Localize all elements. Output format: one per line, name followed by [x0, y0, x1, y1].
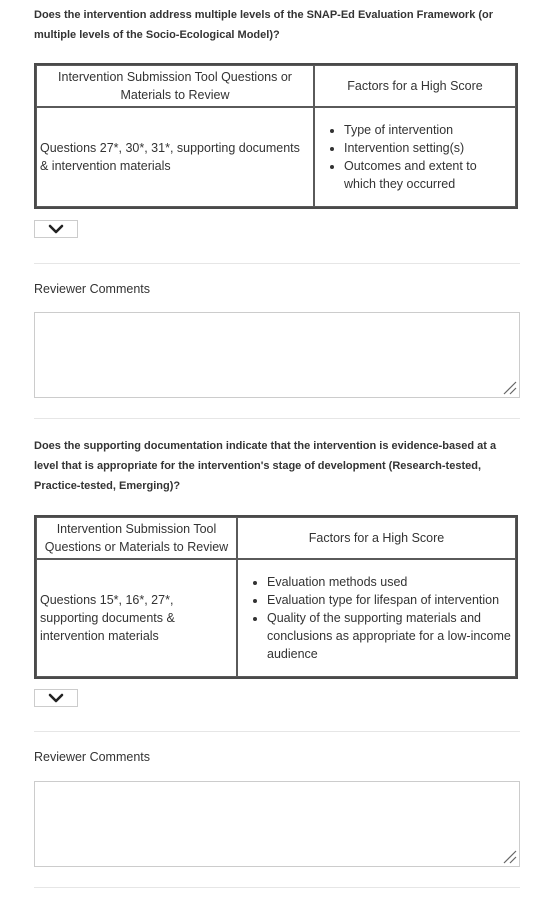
- resize-handle-icon[interactable]: [500, 378, 518, 396]
- list-item: • Outcomes and extent to which they occurred: [344, 157, 512, 193]
- materials-cell: Questions 15*, 16*, 27*, supporting documents & intervention materials: [36, 559, 237, 677]
- question-text: Does the supporting documentation indicate that the intervention is evidence-based at a level that is appropriate for the intervention's stage of development (Research-tested, Practice-tested, Emerging)?: [34, 440, 497, 492]
- list-item: • Evaluation methods used: [267, 573, 512, 591]
- resize-handle-icon[interactable]: [500, 847, 518, 865]
- divider: [34, 263, 520, 264]
- divider: [34, 418, 520, 419]
- list-item: • Quality of the supporting materials and conclusions as appropriate for a low-income audience: [267, 609, 512, 663]
- chevron-down-icon: [48, 224, 64, 234]
- reviewer-comments-input[interactable]: [34, 312, 520, 398]
- criteria-table: [34, 63, 518, 209]
- divider: [34, 731, 520, 732]
- reviewer-comments-input[interactable]: [34, 781, 520, 867]
- criteria-table: [34, 515, 518, 679]
- column-header-materials: Intervention Submission Tool Questions or Materials to Review: [36, 517, 237, 559]
- list-item: • Evaluation type for lifespan of intervention: [267, 591, 512, 609]
- reviewer-comments-label: Reviewer Comments: [34, 282, 151, 296]
- materials-cell: Questions 27*, 30*, 31*, supporting documents & intervention materials: [36, 107, 314, 207]
- column-header-materials: Intervention Submission Tool Questions or Materials to Review: [36, 65, 314, 107]
- divider: [34, 887, 520, 888]
- column-header-factors: Factors for a High Score: [314, 65, 516, 107]
- reviewer-comments-label: Reviewer Comments: [34, 750, 151, 764]
- factors-cell: [237, 559, 516, 677]
- chevron-down-icon: [48, 693, 64, 703]
- list-item: • Type of intervention: [344, 121, 512, 139]
- factors-cell: [314, 107, 516, 207]
- list-item: • Intervention setting(s): [344, 139, 512, 157]
- factors-list: [318, 121, 512, 193]
- column-header-factors: Factors for a High Score: [237, 517, 516, 559]
- expand-toggle-button[interactable]: [34, 220, 78, 238]
- factors-list: [241, 573, 512, 663]
- expand-toggle-button[interactable]: [34, 689, 78, 707]
- question-text: Does the intervention address multiple levels of the SNAP-Ed Evaluation Framework (or multiple levels of the Socio-Ecological Model)?: [34, 9, 494, 41]
